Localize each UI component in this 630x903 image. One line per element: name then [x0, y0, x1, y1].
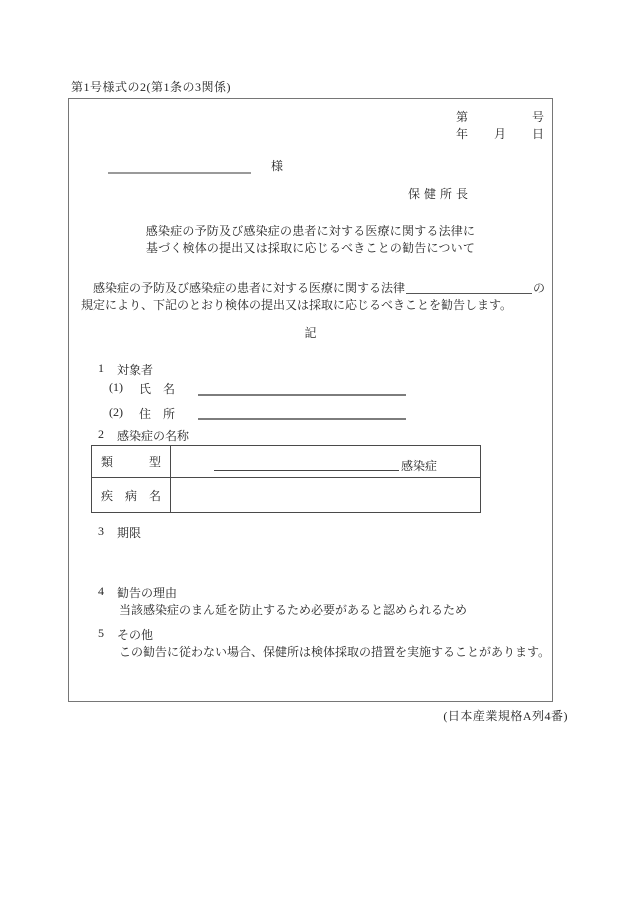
issuer-title: 保健所長: [407, 187, 472, 201]
section-3-heading: [98, 524, 141, 541]
section-1-heading: [98, 361, 153, 378]
form-border-box: [68, 98, 553, 702]
disease-type-blank[interactable]: [214, 470, 399, 471]
doc-number-line: [456, 108, 544, 125]
section-3-label: 期限: [117, 526, 142, 540]
section-2-heading: [98, 427, 189, 444]
item-1-number: (1): [109, 380, 123, 394]
name-field-blank[interactable]: [198, 382, 406, 396]
date-day-label: 日: [531, 127, 544, 141]
section-5-number: 5: [98, 626, 104, 640]
body-paragraph-line1: [81, 280, 545, 297]
item-2-number: (2): [109, 405, 123, 419]
disease-type-header: 類 型: [92, 446, 171, 478]
section-1-item-1: [109, 380, 175, 397]
section-4-label: 勧告の理由: [117, 586, 178, 600]
disease-name-header: 疾 病 名: [92, 478, 171, 513]
body-paragraph: [81, 280, 545, 314]
addressee-honorific: 様: [271, 159, 284, 173]
section-2-number: 2: [98, 427, 104, 441]
doc-number-prefix: 第: [456, 110, 469, 124]
section-4-number: 4: [98, 584, 104, 598]
address-field-blank[interactable]: [198, 406, 406, 420]
document-title-line2: 基づく検体の提出又は採取に応じるべきことの勧告について: [145, 241, 476, 255]
section-1-item-2: [109, 405, 175, 422]
addressee-name-blank[interactable]: [108, 158, 251, 174]
disease-table: [91, 445, 481, 513]
form-number-label: 第1号様式の2(第1条の3関係): [71, 80, 231, 94]
disease-name-row: [92, 478, 481, 513]
doc-number-suffix: 号: [531, 110, 544, 124]
section-2-label: 感染症の名称: [117, 429, 190, 443]
law-name-blank[interactable]: [406, 293, 532, 294]
section-1-label: 対象者: [117, 363, 154, 377]
disease-name-cell[interactable]: [171, 478, 481, 513]
section-3-number: 3: [98, 524, 104, 538]
section-5-text: この勧告に従わない場合、保健所は検体採取の措置を実施することがあります。: [119, 645, 551, 659]
date-line: [456, 125, 544, 142]
section-5-heading: [98, 626, 153, 643]
addressee-line: [108, 157, 283, 174]
document-title-line1: 感染症の予防及び感染症の患者に対する医療に関する法律に: [145, 224, 476, 238]
document-title: [69, 223, 552, 257]
section-5-label: その他: [117, 628, 154, 642]
item-2-label: 住 所: [139, 407, 176, 421]
date-month-label: 月: [493, 127, 506, 141]
item-1-label: 氏 名: [139, 382, 176, 396]
disease-type-row: [92, 446, 481, 478]
section-1-number: 1: [98, 361, 104, 375]
record-mark: 記: [304, 326, 317, 340]
date-year-label: 年: [456, 127, 469, 141]
body-paragraph-line2: 規定により、下記のとおり検体の提出又は採取に応じるべきことを勧告します。: [81, 298, 513, 312]
paragraph-tail-text: の: [532, 281, 545, 295]
section-4-text: 当該感染症のまん延を防止するため必要があると認められるため: [119, 603, 468, 617]
disease-type-suffix: 感染症: [401, 459, 438, 473]
paragraph-lead-text: 感染症の予防及び感染症の患者に対する医療に関する法律: [81, 281, 406, 295]
paper-size-note: (日本産業規格A列4番): [443, 709, 568, 723]
disease-type-cell: [171, 446, 481, 478]
section-4-heading: [98, 584, 177, 601]
